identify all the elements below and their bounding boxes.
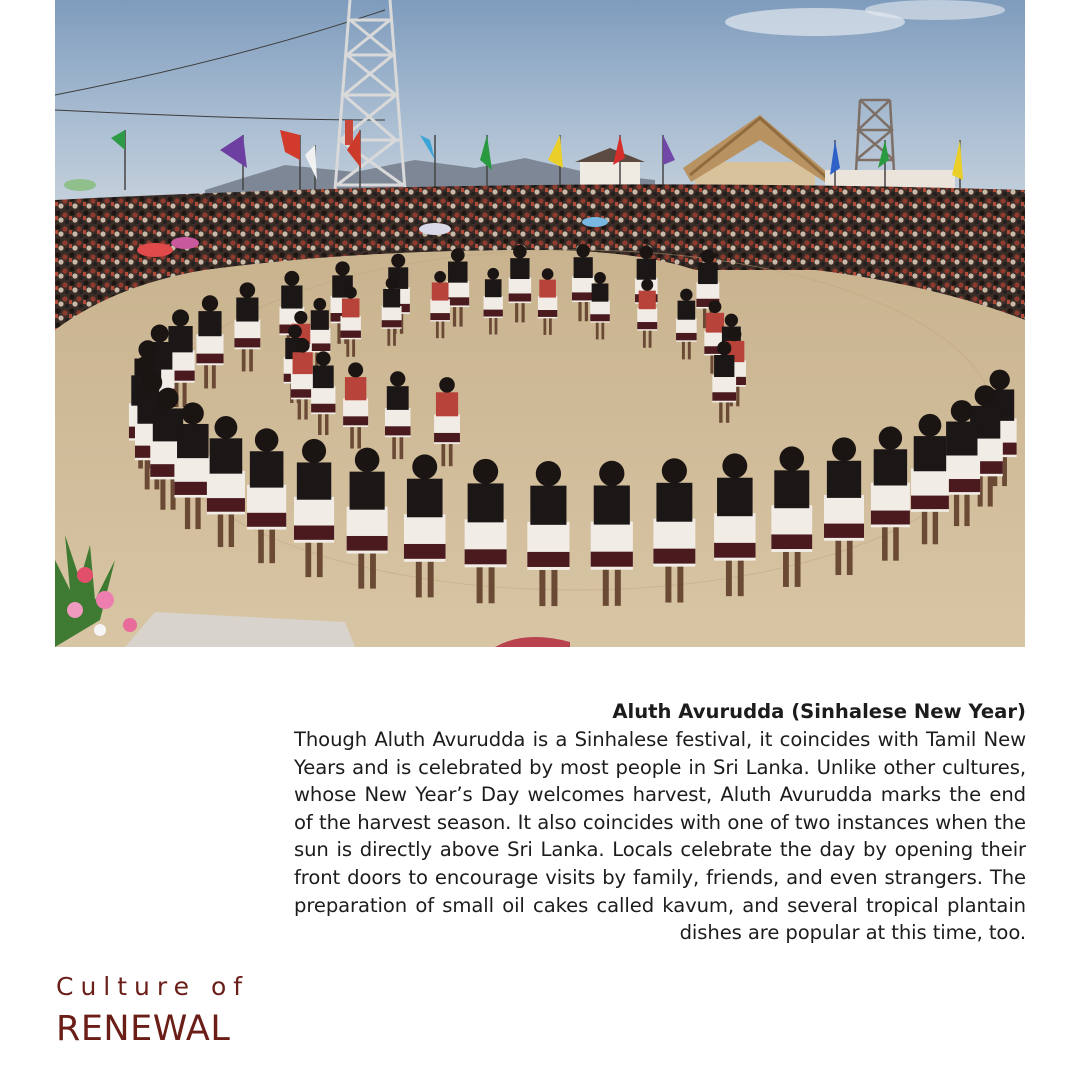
series-label (56, 970, 249, 1051)
series-title: RENEWAL (56, 1009, 231, 1049)
article-body: Though Aluth Avurudda is a Sinhalese festival, it coincides with Tamil New Years and is celebrated by most people in Sri Lanka. Unlike other cultures, whose New Year’s Day welcomes harvest, Aluth Avurudda marks the end of the harvest season. It also coincides with one of two instances when the sun is directly above Sri Lanka. Locals celebrate the day by opening their front doors to encourage visits by family, friends, and even strangers. The preparation of small oil cakes called kavum, and several tropical plantain dishes are popular at this time, too. (294, 728, 1026, 945)
article-title: Aluth Avurudda (Sinhalese New Year) (612, 700, 1026, 723)
series-kicker: Culture of (56, 972, 250, 1001)
festival-photo (55, 0, 1025, 647)
article (294, 698, 1026, 947)
photo-illustration (55, 0, 1025, 647)
